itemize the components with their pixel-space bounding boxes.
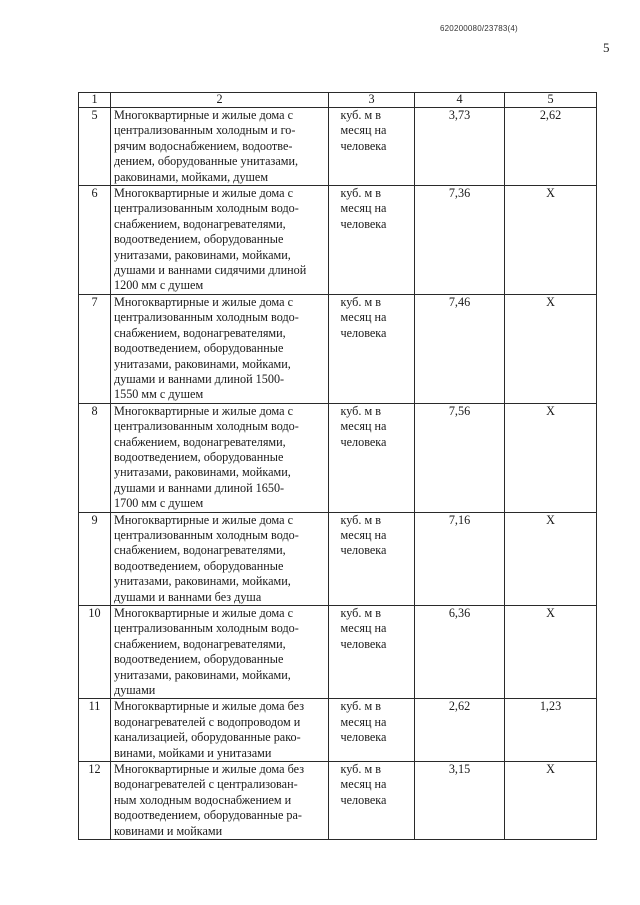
table-row (79, 186, 597, 295)
unit-text: куб. м в месяц на человека (340, 762, 387, 807)
row-number-cell: 10 (79, 606, 111, 699)
row-number-cell: 12 (79, 762, 111, 840)
unit-cell (329, 606, 415, 699)
unit-text: куб. м в месяц на человека (340, 403, 387, 449)
description-line: 1700 мм с душем (114, 496, 204, 511)
table-body (79, 93, 597, 840)
row-number-cell: 11 (79, 699, 111, 762)
column-header: 2 (111, 93, 329, 108)
description-line: унитазами, раковинами, мойками, (114, 465, 291, 480)
row-number-cell: 6 (79, 186, 111, 295)
description-line: Многоквартирные и жилые дома без (114, 762, 305, 777)
table-header-row (79, 93, 597, 108)
description-line: унитазами, раковинами, мойками, (114, 574, 291, 589)
unit-text: куб. м в месяц на человека (340, 186, 387, 231)
table-row (79, 294, 597, 403)
description-line: централизованным холодным водо- (114, 527, 299, 542)
description-line: Многоквартирные и жилые дома с (114, 403, 294, 418)
description-line: душами и ваннами сидячими длиной (114, 263, 307, 278)
norm-value-cell: 7,36 (415, 186, 505, 295)
description-line: душами (114, 683, 156, 698)
table-row (79, 606, 597, 699)
norm-value-cell: 7,16 (415, 512, 505, 605)
description-line: снабжением, водонагревателями, (114, 543, 286, 558)
row-number-cell: 7 (79, 294, 111, 403)
description-line: централизованным холодным водо- (114, 621, 299, 636)
description-cell (111, 108, 329, 186)
secondary-value-cell: X (505, 762, 597, 840)
description-line: раковинами, мойками, душем (114, 169, 269, 184)
column-header: 4 (415, 93, 505, 108)
row-number-cell: 8 (79, 403, 111, 512)
table-row (79, 699, 597, 762)
description-line: снабжением, водонагревателями, (114, 636, 286, 651)
row-number-cell: 5 (79, 108, 111, 186)
description-line: Многоквартирные и жилые дома с (114, 186, 294, 201)
unit-text: куб. м в месяц на человека (340, 699, 387, 745)
description-line: душами и ваннами длиной 1650- (114, 480, 285, 495)
table-row (79, 762, 597, 840)
secondary-value-cell: X (505, 186, 597, 295)
page-number: 5 (603, 40, 610, 55)
description-cell (111, 762, 329, 840)
unit-cell (329, 294, 415, 403)
unit-cell (329, 403, 415, 512)
norms-table (78, 92, 597, 840)
secondary-value-cell: 1,23 (505, 699, 597, 762)
table-row (79, 403, 597, 512)
description-line: унитазами, раковинами, мойками, (114, 667, 291, 682)
description-line: Многоквартирные и жилые дома без (114, 699, 305, 714)
unit-cell (329, 512, 415, 605)
description-line: централизованным холодным водо- (114, 201, 299, 216)
description-line: Многоквартирные и жилые дома с (114, 512, 294, 527)
description-line: Многоквартирные и жилые дома с (114, 606, 294, 620)
description-line: снабжением, водонагревателями, (114, 434, 286, 449)
description-cell (111, 186, 329, 295)
norm-value-cell: 6,36 (415, 606, 505, 699)
unit-text: куб. м в месяц на человека (340, 512, 387, 558)
unit-cell (329, 699, 415, 762)
secondary-value-cell: X (505, 294, 597, 403)
description-line: водонагревателей с водопроводом и (114, 714, 301, 729)
column-header: 1 (79, 93, 111, 108)
description-line: унитазами, раковинами, мойками, (114, 247, 291, 262)
description-line: водоотведением, оборудованные (114, 232, 284, 247)
description-line: водоотведением, оборудованные (114, 558, 284, 573)
column-header: 3 (329, 93, 415, 108)
secondary-value-cell: X (505, 606, 597, 699)
description-line: централизованным холодным водо- (114, 419, 299, 434)
description-line: дением, оборудованные унитазами, (114, 154, 299, 169)
unit-cell (329, 762, 415, 840)
norm-value-cell: 3,73 (415, 108, 505, 186)
description-line: ным холодным водоснабжением и (114, 792, 292, 807)
unit-text: куб. м в месяц на человека (340, 606, 387, 651)
description-line: 1550 мм с душем (114, 387, 204, 402)
description-line: водоотведением, оборудованные (114, 652, 284, 667)
description-line: винами, мойками и унитазами (114, 745, 272, 760)
description-line: душами и ваннами длиной 1500- (114, 371, 285, 386)
description-line: Многоквартирные и жилые дома с (114, 294, 294, 309)
description-line: унитазами, раковинами, мойками, (114, 356, 291, 371)
norm-value-cell: 7,56 (415, 403, 505, 512)
norm-value-cell: 7,46 (415, 294, 505, 403)
table-row (79, 108, 597, 186)
description-line: рячим водоснабжением, водоотве- (114, 138, 293, 153)
description-cell (111, 512, 329, 605)
norm-value-cell: 3,15 (415, 762, 505, 840)
secondary-value-cell: 2,62 (505, 108, 597, 186)
table-row (79, 512, 597, 605)
description-line: Многоквартирные и жилые дома с (114, 108, 294, 122)
description-line: централизованным холодным водо- (114, 310, 299, 325)
description-cell (111, 606, 329, 699)
description-cell (111, 294, 329, 403)
document-code: 620200080/23783(4) (440, 24, 518, 33)
norm-value-cell: 2,62 (415, 699, 505, 762)
description-line: душами и ваннами без душа (114, 589, 262, 604)
unit-text: куб. м в месяц на человека (340, 108, 387, 153)
secondary-value-cell: X (505, 403, 597, 512)
secondary-value-cell: X (505, 512, 597, 605)
description-line: водонагревателей с централизован- (114, 777, 298, 792)
column-header: 5 (505, 93, 597, 108)
description-cell (111, 699, 329, 762)
description-line: централизованным холодным и го- (114, 123, 296, 138)
description-line: водоотведением, оборудованные (114, 449, 284, 464)
description-line: ковинами и мойками (114, 823, 223, 838)
unit-cell (329, 186, 415, 295)
description-line: водоотведением, оборудованные ра- (114, 808, 302, 823)
description-line: снабжением, водонагревателями, (114, 325, 286, 340)
description-line: водоотведением, оборудованные (114, 341, 284, 356)
row-number-cell: 9 (79, 512, 111, 605)
unit-text: куб. м в месяц на человека (340, 294, 387, 340)
description-line: канализацией, оборудованные рако- (114, 730, 301, 745)
description-cell (111, 403, 329, 512)
description-line: 1200 мм с душем (114, 278, 204, 293)
description-line: снабжением, водонагревателями, (114, 216, 286, 231)
unit-cell (329, 108, 415, 186)
